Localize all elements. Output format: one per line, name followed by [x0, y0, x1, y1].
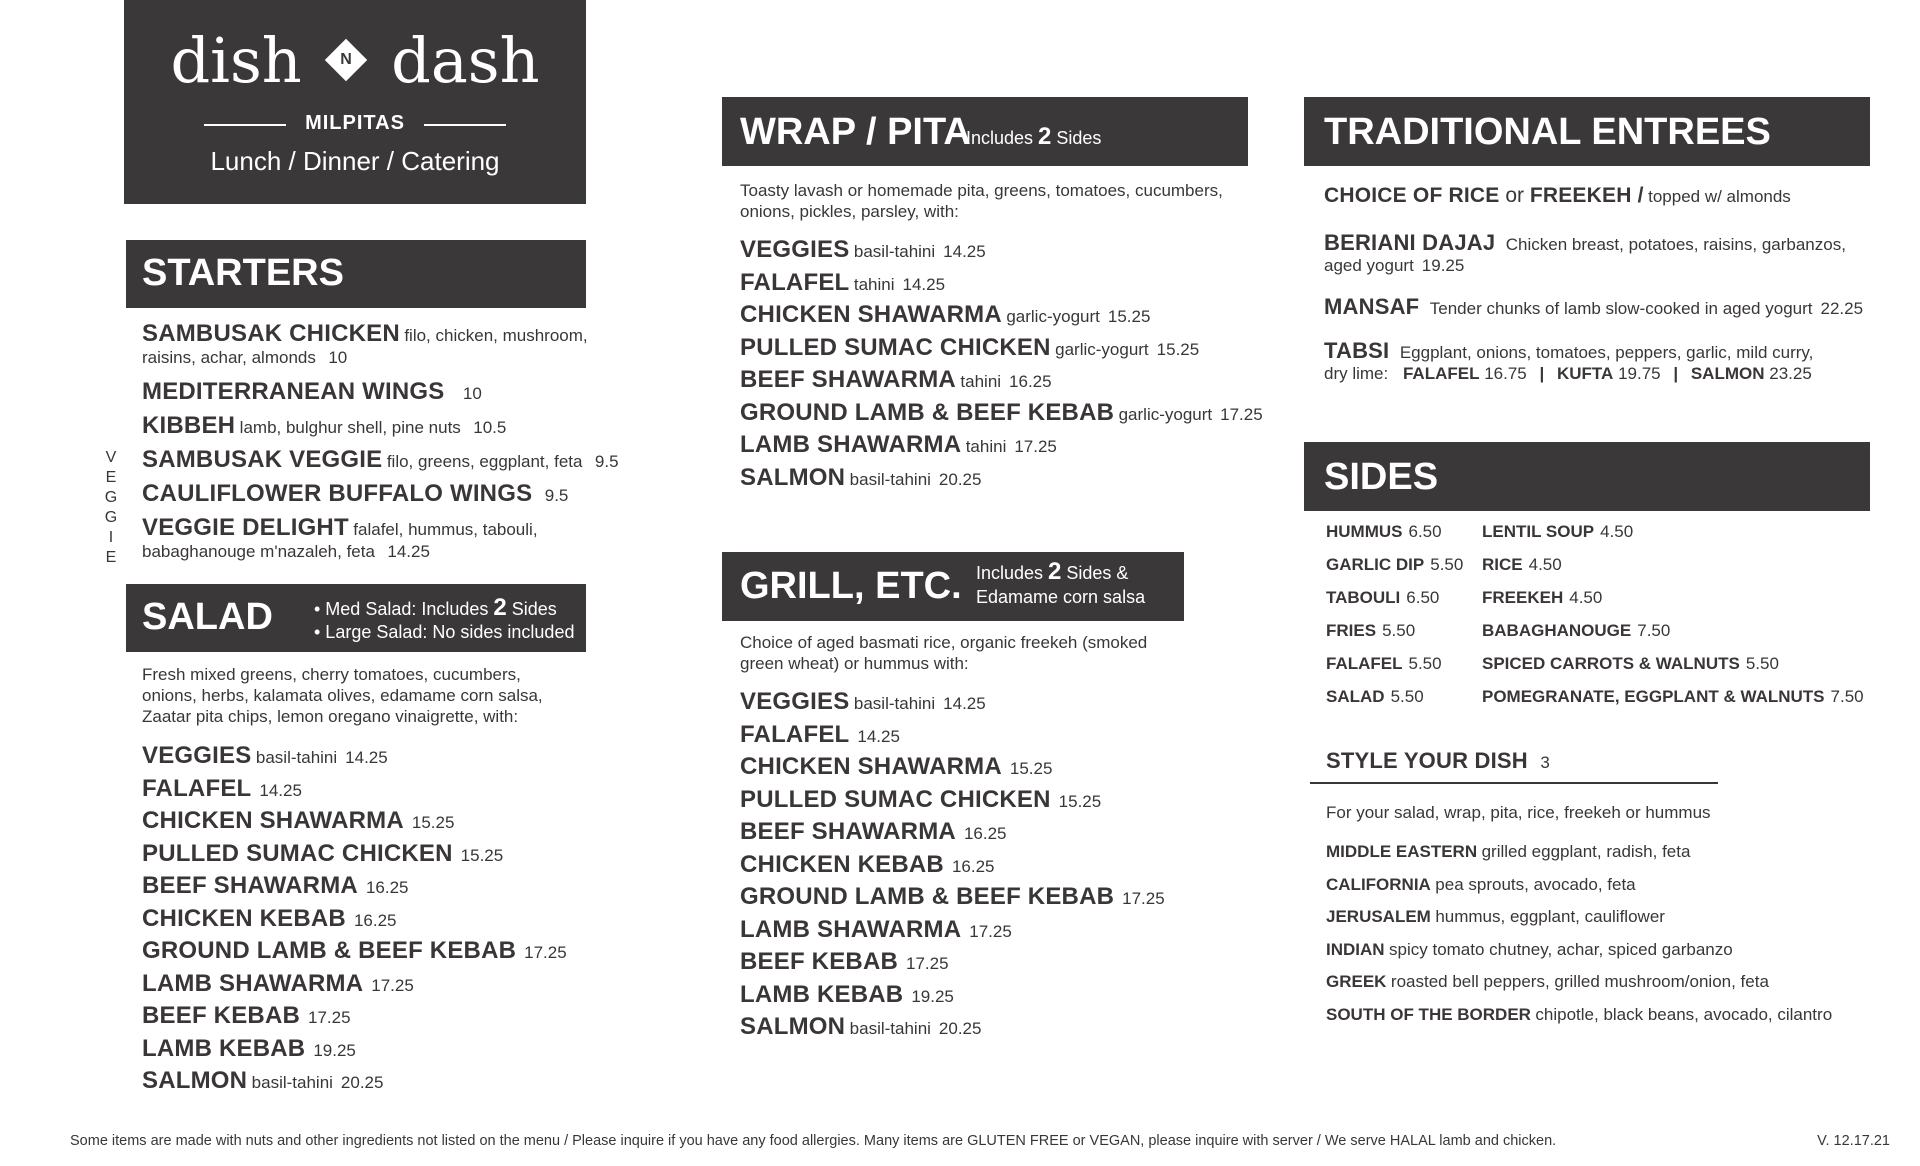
list-item: HUMMUS 6.50: [1326, 522, 1442, 541]
list-item: VEGGIES basil-tahini 14.25: [740, 688, 986, 715]
wrap-title: WRAP / PITA: [740, 111, 971, 153]
list-item: VEGGIES basil-tahini 14.25: [142, 742, 388, 769]
list-item: POMEGRANATE, EGGPLANT & WALNUTS 7.50: [1482, 687, 1864, 706]
list-item: KIBBEH lamb, bulghur shell, pine nuts 10.5: [142, 412, 507, 439]
entree-mansaf: MANSAF Tender chunks of lamb slow-cooked in aged yogurt 22.25: [1324, 294, 1864, 319]
entree-beriani: BERIANI DAJAJ Chicken breast, potatoes, raisins, garbanzos,: [1324, 230, 1846, 255]
list-item: LENTIL SOUP 4.50: [1482, 522, 1634, 541]
list-item: CHICKEN KEBAB 16.25: [740, 850, 995, 878]
list-item: CAULIFLOWER BUFFALO WINGS 9.5: [142, 480, 569, 507]
list-item: FRIES 5.50: [1326, 621, 1416, 640]
list-item: INDIAN spicy tomato chutney, achar, spiced garbanzo: [1326, 939, 1733, 959]
list-item: CALIFORNIA pea sprouts, avocado, feta: [1326, 874, 1636, 894]
list-item: GREEK roasted bell peppers, grilled mushroom/onion, feta: [1326, 972, 1769, 991]
list-item: SAMBUSAK VEGGIE filo, greens, eggplant, feta 9.5: [142, 446, 619, 473]
footer-note: Some items are made with nuts and other ingredients not listed on the menu / Please inquire if you have any food allergies. Many items are GLUTEN FREE or VEGAN, please inquire with server / We serve HALAL lamb and chicken.: [70, 1133, 1557, 1149]
list-item: LAMB SHAWARMA tahini 17.25: [740, 431, 1057, 458]
list-item: SPICED CARROTS & WALNUTS 5.50: [1482, 654, 1779, 673]
list-item: FALAFEL 5.50: [1326, 654, 1442, 673]
list-item: CHICKEN SHAWARMA garlic-yogurt 15.25: [740, 301, 1151, 328]
list-item: GROUND LAMB & BEEF KEBAB garlic-yogurt 17.25: [740, 398, 1263, 426]
entree-tabsi-options: dry lime: FALAFEL 16.75 | KUFTA 19.75 | SALMON 23.25: [1324, 364, 1812, 383]
traditional-choice: CHOICE OF RICE or FREEKEH / topped w/ almonds: [1324, 184, 1791, 207]
list-item: TABOULI 6.50: [1326, 588, 1440, 607]
wrap-header: [722, 97, 1248, 166]
list-item: SALMON basil-tahini 20.25: [740, 1013, 982, 1040]
salad-description: Fresh mixed greens, cherry tomatoes, cucumbers, onions, herbs, kalamata olives, edamame corn salsa, Zaatar pita chips, lemon oregano vinaigrette, with:: [142, 665, 543, 726]
list-item: JERUSALEM hummus, eggplant, cauliflower: [1326, 907, 1665, 926]
list-item: BEEF SHAWARMA tahini 16.25: [740, 366, 1052, 393]
list-item: SALAD 5.50: [1326, 687, 1424, 706]
logo-divider-right: [424, 124, 506, 126]
list-item: SOUTH OF THE BORDER chipotle, black beans, avocado, cilantro: [1326, 1004, 1833, 1024]
list-item: LAMB KEBAB 19.25: [740, 980, 954, 1008]
starters-header: [126, 240, 586, 308]
salad-note-med: • Med Salad: Includes 2 Sides: [314, 594, 557, 621]
list-item: BEEF SHAWARMA 16.25: [740, 818, 1007, 845]
wrap-description: Toasty lavash or homemade pita, greens, tomatoes, cucumbers, onions, pickles, parsley, with:: [740, 181, 1223, 221]
brand-diamond: N: [325, 39, 367, 81]
sides-header: [1304, 442, 1870, 511]
list-item: FREEKEH 4.50: [1482, 588, 1603, 607]
list-item: VEGGIES basil-tahini 14.25: [740, 236, 986, 263]
list-item: PULLED SUMAC CHICKEN garlic-yogurt 15.25: [740, 333, 1200, 361]
grill-description: Choice of aged basmati rice, organic freekeh (smoked green wheat) or hummus with:: [740, 633, 1148, 673]
grill-subtitle: Includes 2 Sides & Edamame corn salsa: [976, 558, 1146, 607]
entree-tabsi: TABSI Eggplant, onions, tomatoes, peppers, garlic, mild curry,: [1324, 338, 1814, 363]
list-item: FALAFEL 14.25: [740, 720, 900, 748]
list-item: GROUND LAMB & BEEF KEBAB 17.25: [740, 883, 1165, 910]
list-item: raisins, achar, almonds 10: [142, 348, 348, 367]
version-label: V. 12.17.21: [1817, 1133, 1890, 1149]
list-item: GARLIC DIP 5.50: [1326, 555, 1464, 574]
list-item: CHICKEN SHAWARMA 15.25: [740, 753, 1053, 780]
list-item: GROUND LAMB & BEEF KEBAB 17.25: [142, 937, 567, 964]
list-item: FALAFEL 14.25: [142, 774, 302, 802]
list-item: SAMBUSAK CHICKEN filo, chicken, mushroom,: [142, 320, 588, 347]
location-label: MILPITAS: [305, 112, 405, 134]
list-item: CHICKEN SHAWARMA 15.25: [142, 807, 455, 834]
traditional-header: [1304, 97, 1870, 166]
style-heading: STYLE YOUR DISH 3: [1326, 748, 1550, 773]
list-item: MEDITERRANEAN WINGS 10: [142, 378, 482, 405]
salad-title: SALAD: [142, 596, 273, 638]
wrap-subtitle: Includes 2 Sides: [966, 123, 1102, 150]
salad-header: [126, 584, 586, 652]
list-item: BEEF KEBAB 17.25: [142, 1002, 351, 1029]
veggie-vertical-label: V E G G I E: [104, 449, 118, 566]
list-item: PULLED SUMAC CHICKEN 15.25: [740, 785, 1102, 813]
list-item: BEEF SHAWARMA 16.25: [142, 872, 409, 899]
list-item: LAMB KEBAB 19.25: [142, 1034, 356, 1062]
grill-title: GRILL, ETC.: [740, 565, 962, 607]
traditional-title: TRADITIONAL ENTREES: [1324, 111, 1771, 153]
entree-beriani-line2: aged yogurt 19.25: [1324, 256, 1465, 275]
list-item: RICE 4.50: [1482, 555, 1562, 574]
list-item: CHICKEN KEBAB 16.25: [142, 904, 397, 932]
grill-header: [722, 552, 1184, 621]
style-underline: [1310, 782, 1718, 784]
list-item: LAMB SHAWARMA 17.25: [142, 969, 414, 997]
list-item: PULLED SUMAC CHICKEN 15.25: [142, 839, 504, 867]
list-item: FALAFEL tahini 14.25: [740, 268, 946, 296]
list-item: SALMON basil-tahini 20.25: [142, 1067, 384, 1094]
list-item: MIDDLE EASTERN grilled eggplant, radish, feta: [1326, 842, 1691, 861]
style-intro: For your salad, wrap, pita, rice, freekeh or hummus: [1326, 803, 1711, 822]
sides-title: SIDES: [1324, 456, 1439, 498]
logo-block: [124, 0, 586, 204]
tagline: Lunch / Dinner / Catering: [210, 146, 500, 176]
list-item: BABAGHANOUGE 7.50: [1482, 621, 1671, 640]
list-item: VEGGIE DELIGHT falafel, hummus, tabouli,: [142, 514, 538, 541]
list-item: babaghanouge m'nazaleh, feta 14.25: [142, 542, 430, 561]
list-item: BEEF KEBAB 17.25: [740, 948, 949, 975]
list-item: LAMB SHAWARMA 17.25: [740, 915, 1012, 943]
salad-note-large: • Large Salad: No sides included: [314, 622, 575, 642]
starters-title: STARTERS: [142, 252, 344, 294]
list-item: SALMON basil-tahini 20.25: [740, 463, 982, 491]
brand-logo: dish N dash: [170, 24, 540, 97]
